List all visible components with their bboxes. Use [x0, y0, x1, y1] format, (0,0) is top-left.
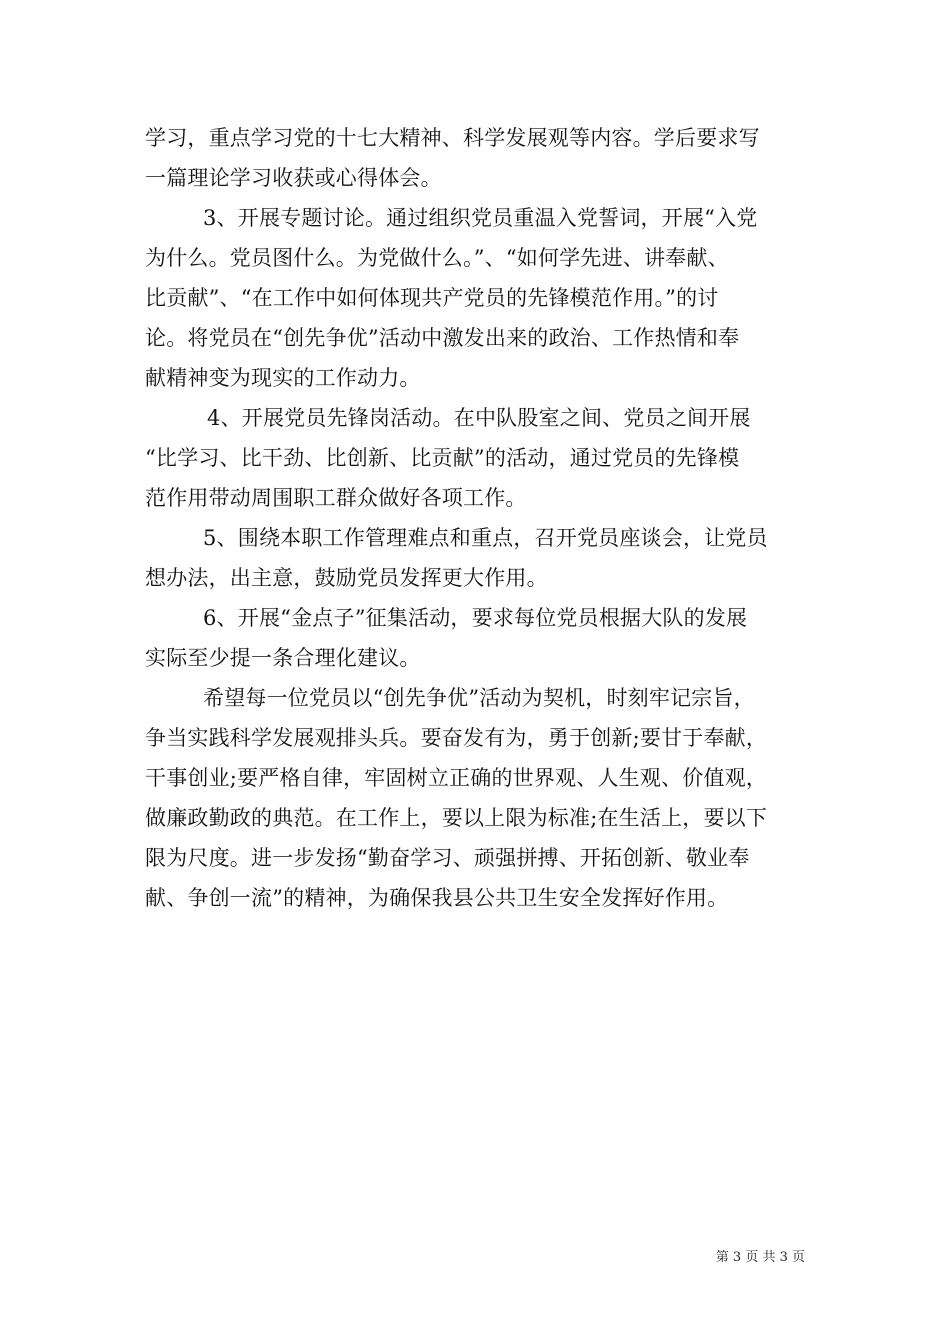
text-line: 3、开展专题讨论。通过组织党员重温入党誓词，开展“入党 — [203, 206, 758, 230]
text-line: 6、开展“金点子”征集活动，要求每位党员根据大队的发展 — [203, 606, 748, 630]
text-line: 一篇理论学习收获或心得体会。 — [145, 166, 442, 190]
text-line: 做廉政勤政的典范。在工作上，要以上限为标准;在生活上，要以下 — [145, 806, 768, 830]
text-line: 希望每一位党员以“创先争优”活动为契机，时刻牢记宗旨， — [203, 686, 755, 710]
text-line: 比贡献”、“在工作中如何体现共产党员的先锋模范作用。”的讨 — [145, 286, 719, 310]
body-text — [145, 118, 807, 918]
text-line: 学习，重点学习党的十七大精神、科学发展观等内容。学后要求写 — [145, 126, 760, 150]
text-line: 限为尺度。进一步发扬“勤奋学习、顽强拼搏、开拓创新、敬业奉 — [145, 846, 750, 870]
text-line: 干事创业;要严格自律，牢固树立正确的世界观、人生观、价值观， — [145, 766, 768, 790]
page-number-footer: 第 3 页 共 3 页 — [715, 1250, 805, 1265]
text-line: “比学习、比干劲、比创新、比贡献”的活动，通过党员的先锋模 — [145, 446, 740, 470]
text-line: 为什么。党员图什么。为党做什么。”、“如何学先进、讲奉献、 — [145, 246, 729, 270]
text-line: 论。将党员在“创先争优”活动中激发出来的政治、工作热情和奉 — [145, 326, 740, 350]
text-line: 4、开展党员先锋岗活动。在中队股室之间、党员之间开展 — [207, 406, 751, 430]
text-line: 献精神变为现实的工作动力。 — [145, 366, 421, 390]
text-line: 献、争创一流”的精神，为确保我县公共卫生安全发挥好作用。 — [145, 886, 729, 910]
text-line: 争当实践科学发展观排头兵。要奋发有为，勇于创新;要甘于奉献， — [145, 726, 768, 750]
text-line: 实际至少提一条合理化建议。 — [145, 646, 421, 670]
text-line: 想办法，出主意，鼓励党员发挥更大作用。 — [145, 566, 548, 590]
text-line: 范作用带动周围职工群众做好各项工作。 — [145, 486, 527, 510]
text-line: 5、围绕本职工作管理难点和重点，召开党员座谈会，让党员 — [203, 526, 768, 550]
